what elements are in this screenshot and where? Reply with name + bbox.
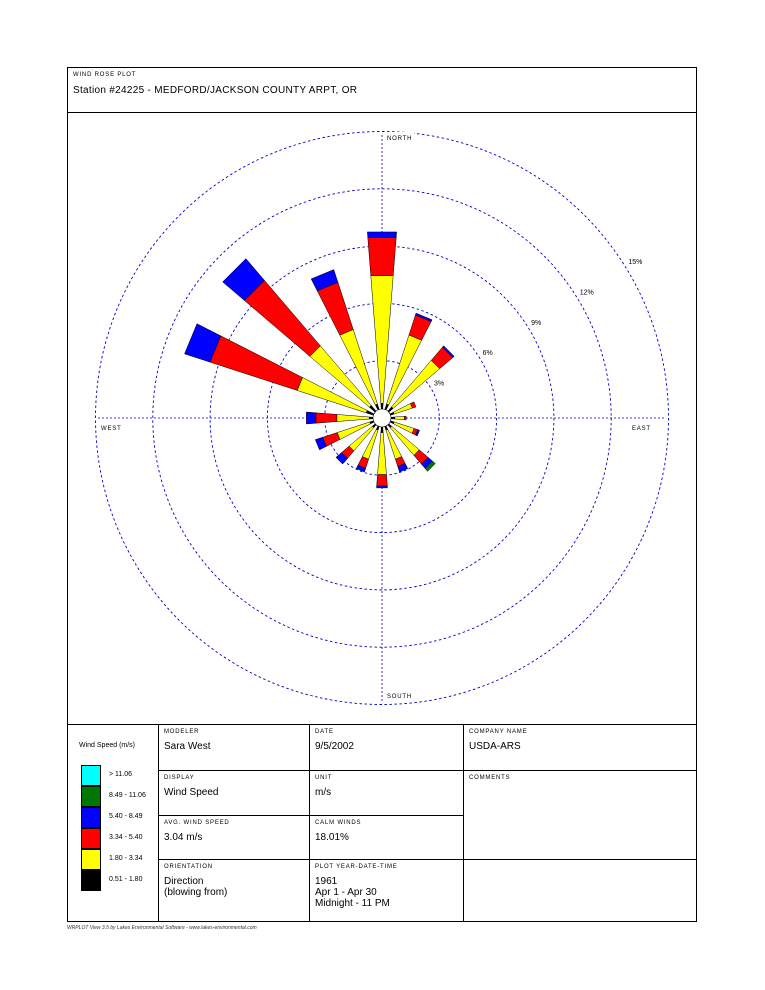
ring-label: 9% bbox=[531, 319, 542, 327]
petal-w bbox=[306, 412, 373, 424]
calm-winds-value: 18.01% bbox=[315, 832, 349, 843]
petal-segment bbox=[337, 414, 369, 421]
legend-swatch bbox=[81, 807, 101, 828]
petal-s bbox=[377, 427, 388, 488]
modeler-value: Sara West bbox=[164, 741, 211, 752]
avg-wind-speed-cell: AVG. WIND SPEED 3.04 m/s bbox=[164, 820, 230, 843]
wind-rose-chart bbox=[68, 68, 696, 724]
legend-swatch bbox=[81, 849, 101, 870]
north-label: NORTH bbox=[387, 136, 413, 142]
display-value: Wind Speed bbox=[164, 787, 219, 798]
petal-segment bbox=[395, 416, 405, 420]
legend bbox=[68, 725, 158, 922]
legend-item: > 11.06 bbox=[81, 765, 161, 786]
legend-item: 3.34 - 5.40 bbox=[81, 828, 161, 849]
wind-rose-report bbox=[67, 67, 697, 922]
petal-e bbox=[391, 416, 406, 420]
ring-label: 6% bbox=[482, 350, 493, 358]
info-panel bbox=[68, 724, 696, 922]
petal-segment bbox=[369, 417, 373, 419]
legend-item: 5.40 - 8.49 bbox=[81, 807, 161, 828]
south-label: SOUTH bbox=[387, 694, 412, 700]
petal-segment bbox=[371, 276, 393, 404]
legend-swatch bbox=[81, 765, 101, 786]
calm-circle bbox=[373, 409, 391, 427]
orientation-cell: ORIENTATION Direction (blowing from) bbox=[164, 864, 228, 898]
plot-type-label: WIND ROSE PLOT bbox=[73, 72, 137, 78]
modeler-cell: MODELER Sara West bbox=[164, 729, 211, 752]
petal-segment bbox=[381, 403, 383, 409]
east-label: EAST bbox=[632, 426, 651, 432]
petal-segment bbox=[368, 238, 396, 276]
plot-year-date-time-cell: PLOT YEAR-DATE-TIME 1961 Apr 1 - Apr 30 Midnight - 11 PM bbox=[315, 864, 398, 909]
legend-swatch bbox=[81, 870, 101, 891]
display-cell: DISPLAY Wind Speed bbox=[164, 775, 219, 798]
legend-item: 1.80 - 3.34 bbox=[81, 849, 161, 870]
comments-cell: COMMENTS bbox=[469, 775, 511, 781]
legend-swatch bbox=[81, 828, 101, 849]
legend-item: 8.49 - 11.06 bbox=[81, 786, 161, 807]
petal-segment bbox=[210, 336, 303, 391]
legend-title: Wind Speed (m/s) bbox=[79, 742, 136, 749]
petal-segment bbox=[367, 232, 396, 238]
petal-segment bbox=[404, 416, 406, 420]
calm-winds-cell: CALM WINDS 18.01% bbox=[315, 820, 362, 843]
company-value: USDA-ARS bbox=[469, 741, 521, 752]
ring-label: 12% bbox=[579, 289, 594, 297]
company-cell: COMPANY NAME USDA-ARS bbox=[469, 729, 528, 752]
petal-segment bbox=[378, 433, 387, 475]
ring-label: 3% bbox=[433, 380, 445, 388]
legend-item: 0.51 - 1.80 bbox=[81, 870, 161, 891]
orientation-value: Direction (blowing from) bbox=[164, 876, 228, 898]
unit-cell: UNIT m/s bbox=[315, 775, 333, 798]
petal-segment bbox=[377, 475, 388, 486]
petal-segment bbox=[381, 427, 383, 433]
date-value: 9/5/2002 bbox=[315, 741, 354, 752]
ring-label: 15% bbox=[628, 259, 643, 267]
station-title: Station #24225 - MEDFORD/JACKSON COUNTY ARPT, OR bbox=[73, 85, 358, 96]
petal-n bbox=[367, 232, 396, 409]
petal-segment bbox=[366, 410, 374, 415]
petal-segment bbox=[316, 413, 337, 423]
legend-swatch bbox=[81, 786, 101, 807]
plot-year-date-time-value: 1961 Apr 1 - Apr 30 Midnight - 11 PM bbox=[315, 876, 390, 909]
west-label: WEST bbox=[101, 426, 122, 432]
date-cell: DATE 9/5/2002 bbox=[315, 729, 354, 752]
petal-segment bbox=[244, 280, 320, 356]
unit-value: m/s bbox=[315, 787, 332, 798]
petal-segment bbox=[317, 282, 353, 335]
software-credit: WRPLOT View 3.5 by Lakes Environmental Software - www.lakes-environmental.com bbox=[67, 925, 257, 931]
avg-wind-speed-value: 3.04 m/s bbox=[164, 832, 203, 843]
petal-segment bbox=[391, 417, 395, 419]
petal-segment bbox=[306, 412, 316, 424]
petal-segment bbox=[377, 486, 388, 488]
